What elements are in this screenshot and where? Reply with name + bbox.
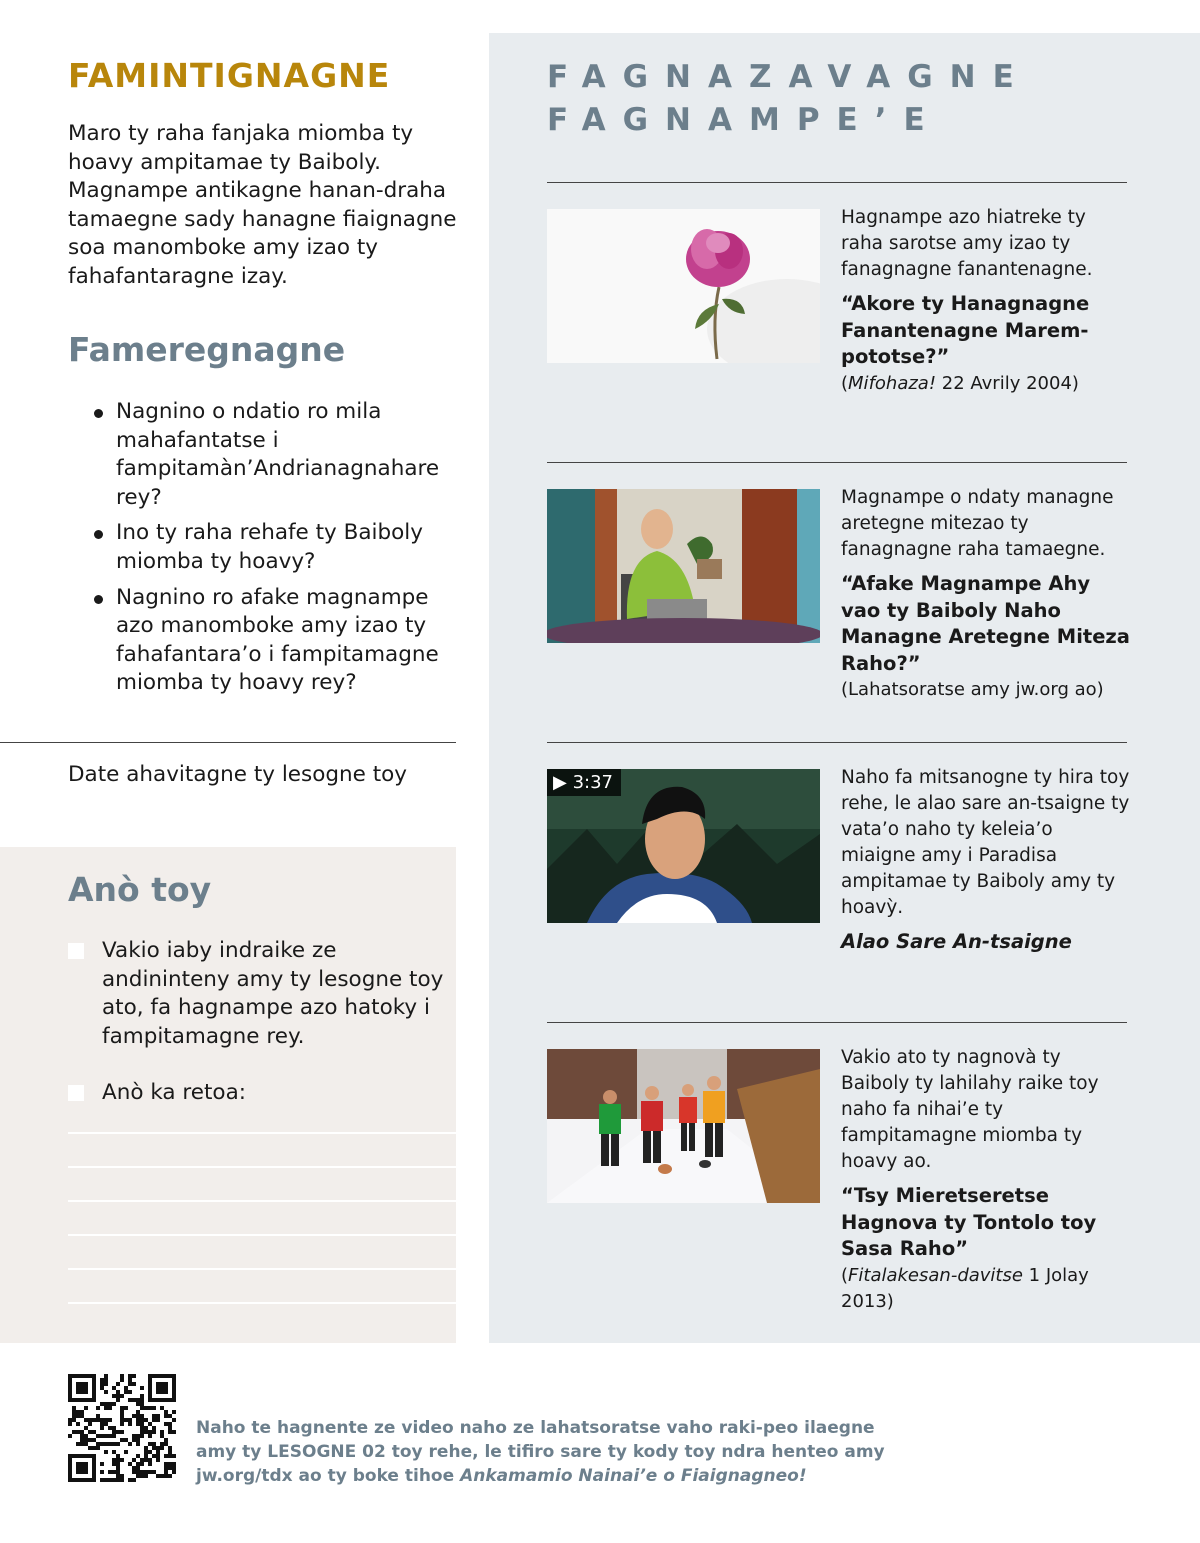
review-item: Ino ty raha rehafe ty Baiboly miomba ty hoavy?: [90, 519, 460, 576]
source-date: 1 Jolay 2013): [841, 1264, 1089, 1312]
writing-line[interactable]: [68, 1166, 456, 1168]
source-date: 22 Avrily 2004): [936, 372, 1079, 394]
card-description: Hagnampe azo hiatreke ty raha sarotse amy izao ty fanagnagne fanantenagne.: [841, 207, 1093, 280]
divider: [0, 742, 456, 743]
card-source: (Mifohaza! 22 Avrily 2004): [841, 372, 1079, 394]
divider: [547, 742, 1127, 743]
footer-book-title: Ankamamio Nainai’e o Fiaignagneo!: [460, 1466, 807, 1486]
wheelchair-man-image[interactable]: [547, 489, 820, 643]
footer-text: [196, 1416, 896, 1488]
divider: [547, 182, 1127, 183]
card-title-link[interactable]: Alao Sare An-tsaigne: [841, 930, 1072, 953]
footer-main-text: Naho te hagnente ze video naho ze lahatsoratse vaho raki-peo ilaegne amy ty LESOGNE 02 toy rehe, le tifiro sare ty kody toy ndra henteo amy jw.org/tdx ao ty boke tihoe: [196, 1418, 885, 1486]
source-publication: Mifohaza!: [848, 372, 937, 394]
video-card-3: [841, 765, 1131, 956]
goal-item-text: Anò ka retoa:: [102, 1080, 247, 1105]
card-source: (Fitalakesan-davitse 1 Jolay 2013): [841, 1264, 1089, 1312]
snow-walk-image[interactable]: [547, 1049, 820, 1203]
song-video-thumbnail[interactable]: [547, 769, 820, 923]
article-card-2: [841, 485, 1131, 703]
qr-code-icon[interactable]: [68, 1374, 176, 1482]
divider: [547, 1022, 1127, 1023]
writing-line[interactable]: [68, 1234, 456, 1236]
card-title-link[interactable]: “Tsy Mieretseretse Hagnova ty Tontolo toy Sasa Raho”: [841, 1184, 1097, 1260]
video-duration-badge: ▶ 3:37: [547, 769, 621, 796]
writing-line[interactable]: [68, 1132, 456, 1134]
review-title: Fameregnagne: [68, 330, 346, 369]
goal-item-2: [68, 1079, 462, 1108]
card-description: Vakio ato ty nagnovà ty Baiboly ty lahilahy raike toy naho fa nihai’e ty fampitamagne miomba ty hoavy ao.: [841, 1047, 1099, 1172]
summary-text: Maro ty raha fanjaka miomba ty hoavy ampitamae ty Baiboly. Magnampe antikagne hanan-draha tamaegne sady hanagne fiaignagne soa manomboke amy izao ty fahafantaragne izay.: [68, 121, 457, 289]
checkbox[interactable]: [68, 943, 84, 959]
card-description: Naho fa mitsanogne ty hira toy rehe, le alao sare an-tsaigne ty vata’o naho ty keleia’o miaigne amy i Paradisa ampitamae ty Baiboly amy ty hoavỳ.: [841, 767, 1130, 918]
card-description: Magnampe o ndaty managne aretegne mitezao ty fanagnagne raha tamaegne.: [841, 487, 1114, 560]
review-item: Nagnino ro afake magnampe azo manomboke amy izao ty fahafantara’o i fampitamagne miomba ty hoavy rey?: [90, 584, 460, 698]
explore-title-line2: FAGNAMPE’E: [547, 102, 942, 138]
goal-item-1: [68, 937, 462, 1051]
divider: [547, 462, 1127, 463]
goal-item-text: Vakio iaby indraike ze andininteny amy ty lesogne toy ato, fa hagnampe azo hatoky i fampitamagne rey.: [102, 938, 444, 1049]
goal-title: Anò toy: [68, 870, 212, 909]
writing-line[interactable]: [68, 1268, 456, 1270]
article-card-4: [841, 1045, 1131, 1315]
explore-title-line1: FAGNAZAVAGNE: [547, 59, 1031, 95]
article-card-1: [841, 205, 1131, 397]
writing-line[interactable]: [68, 1200, 456, 1202]
date-label: Date ahavitagne ty lesogne toy: [68, 762, 408, 787]
review-list: [90, 398, 460, 705]
writing-line[interactable]: [68, 1302, 456, 1304]
source-publication: Fitalakesan-davitse: [848, 1264, 1023, 1286]
card-source: (Lahatsoratse amy jw.org ao): [841, 679, 1104, 700]
card-title-link[interactable]: “Afake Magnampe Ahy vao ty Baiboly Naho Managne Aretegne Miteza Raho?”: [841, 572, 1130, 675]
card-title-link[interactable]: “Akore ty Hanagnagne Fanantenagne Marem-pototse?”: [841, 292, 1090, 368]
summary-title: FAMINTIGNAGNE: [68, 56, 391, 95]
review-item: Nagnino o ndatio ro mila mahafantatse i fampitamàn’Andrianagnahare rey?: [90, 398, 460, 512]
flower-image[interactable]: [547, 209, 820, 363]
explore-title: [547, 56, 1031, 142]
checkbox[interactable]: [68, 1085, 84, 1101]
